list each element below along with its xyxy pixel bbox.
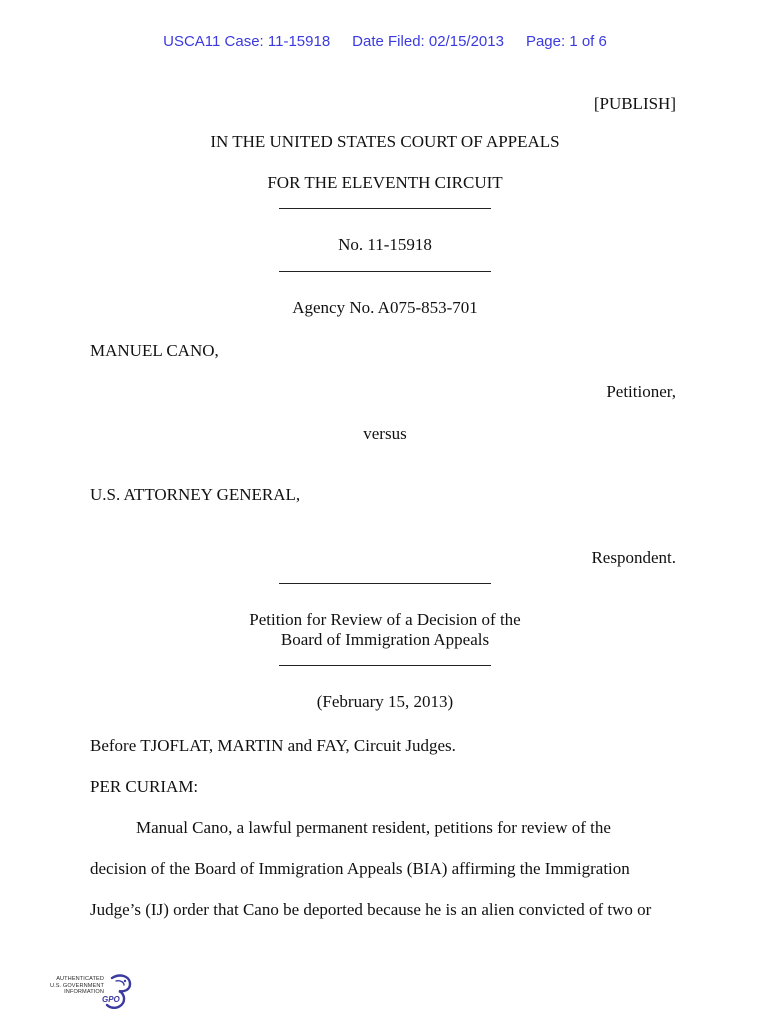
per-curiam-heading: PER CURIAM: xyxy=(90,777,199,796)
respondent-role: Respondent. xyxy=(591,548,676,567)
petition-description-line1: Petition for Review of a Decision of the xyxy=(249,610,521,629)
petition-description-line2: Board of Immigration Appeals xyxy=(280,630,490,649)
page-count-stamp: Page: 1 of 6 xyxy=(525,33,607,50)
divider-rule xyxy=(279,271,491,272)
opinion-body-line1: Manual Cano, a lawful permanent resident, petitions for review of the xyxy=(136,818,611,837)
divider-rule xyxy=(279,665,491,666)
seal-caption: AUTHENTICATED U.S. GOVERNMENT INFORMATION xyxy=(49,976,104,996)
gpo-mark: GPO xyxy=(102,995,120,1004)
divider-rule xyxy=(279,583,491,584)
court-name-line2: FOR THE ELEVENTH CIRCUIT xyxy=(267,173,503,192)
gpo-authentication-seal xyxy=(44,972,134,1016)
petitioner-role: Petitioner, xyxy=(606,382,676,401)
docket-number: No. 11-15918 xyxy=(338,235,432,254)
divider-rule xyxy=(279,208,491,209)
panel-judges: Before TJOFLAT, MARTIN and FAY, Circuit Judges. xyxy=(90,736,456,755)
petitioner-name: MANUEL CANO, xyxy=(90,341,219,360)
case-number-stamp: USCA11 Case: 11-15918 xyxy=(163,33,331,50)
court-name-line1: IN THE UNITED STATES COURT OF APPEALS xyxy=(210,132,560,151)
publish-tag: [PUBLISH] xyxy=(593,94,676,113)
opinion-body-line2: decision of the Board of Immigration Appeals (BIA) affirming the Immigration xyxy=(90,859,630,878)
respondent-name: U.S. ATTORNEY GENERAL, xyxy=(90,485,301,504)
date-filed-stamp: Date Filed: 02/15/2013 xyxy=(352,33,504,50)
opinion-body-line3: Judge’s (IJ) order that Cano be deported because he is an alien convicted of two or xyxy=(90,900,652,919)
versus-label: versus xyxy=(363,424,407,443)
agency-number: Agency No. A075-853-701 xyxy=(292,298,478,317)
decision-date: (February 15, 2013) xyxy=(316,692,454,711)
gpo-eagle-icon xyxy=(98,972,134,1014)
filing-header xyxy=(0,33,770,50)
